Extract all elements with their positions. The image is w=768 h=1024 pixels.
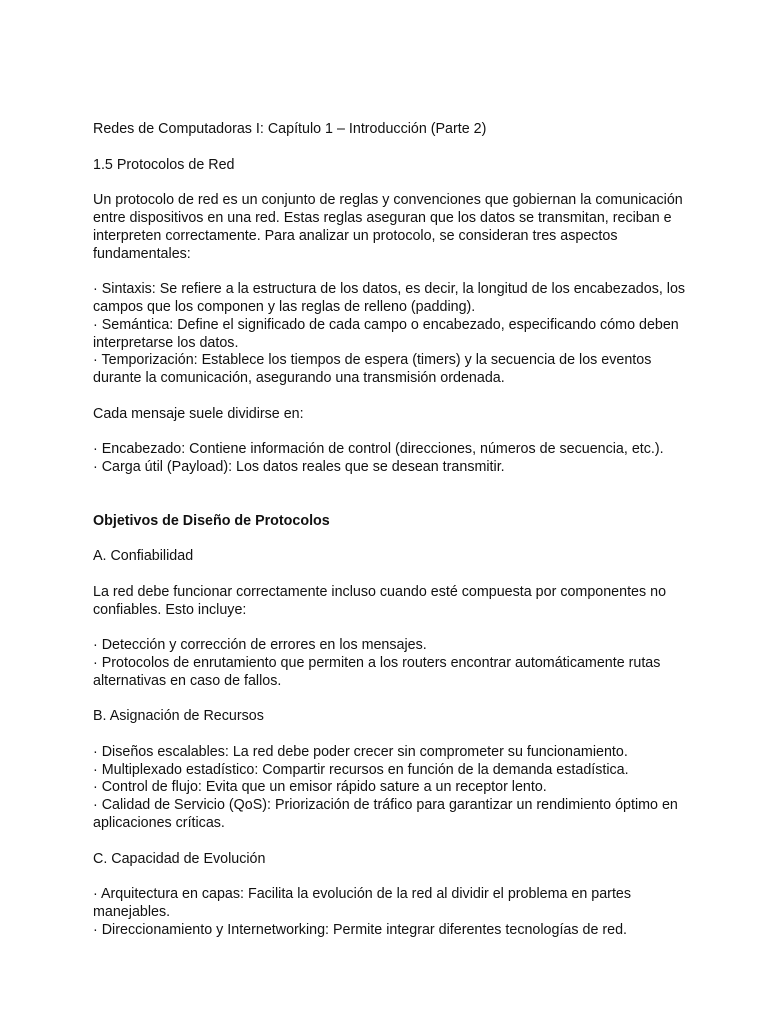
list-item-qos: · Calidad de Servicio (QoS): Priorización de tráfico para garantizar un rendimiento óptimo en aplicaciones críticas. xyxy=(93,797,678,832)
message-intro-paragraph: Cada mensaje suele dividirse en: xyxy=(93,405,304,422)
list-item-multiplexing: · Multiplexado estadístico: Compartir recursos en función de la demanda estadística. xyxy=(93,761,629,778)
subheading-reliability: A. Confiabilidad xyxy=(93,548,194,565)
document-page xyxy=(93,121,693,940)
document-title: Redes de Computadoras I: Capítulo 1 – Introducción (Parte 2) xyxy=(93,121,487,137)
list-item-flow-control: · Control de flujo: Evita que un emisor rápido sature a un receptor lento. xyxy=(93,779,547,796)
section-heading-design-objectives: Objetivos de Diseño de Protocolos xyxy=(93,512,330,529)
section-heading-protocols: 1.5 Protocolos de Red xyxy=(93,156,235,173)
list-item-scalable: · Diseños escalables: La red debe poder crecer sin comprometer su funcionamiento. xyxy=(93,743,628,760)
list-item-addressing: · Direccionamiento y Internetworking: Permite integrar diferentes tecnologías de red. xyxy=(93,921,628,938)
list-item-routing: · Protocolos de enrutamiento que permiten a los routers encontrar automáticamente rutas alternativas en caso de fallos. xyxy=(93,654,661,689)
list-item-payload: · Carga útil (Payload): Los datos reales que se desean transmitir. xyxy=(93,459,505,476)
subheading-evolution: C. Capacidad de Evolución xyxy=(93,850,266,867)
list-item-timing: · Temporización: Establece los tiempos de espera (timers) y la secuencia de los eventos durante la comunicación, asegurando una transmisión ordenada. xyxy=(93,352,652,387)
protocols-intro-paragraph: Un protocolo de red es un conjunto de reglas y convenciones que gobiernan la comunicación entre dispositivos en una red. Estas reglas aseguran que los datos se transmitan, reciban e interpreten correctamente. Para analizar un protocolo, se consideran tres aspectos fundamentales: xyxy=(93,192,683,262)
reliability-intro-paragraph: La red debe funcionar correctamente incluso cuando esté compuesta por componentes no confiables. Esto incluye: xyxy=(93,583,667,618)
list-item-layered-architecture: · Arquitectura en capas: Facilita la evolución de la red al dividir el problema en partes manejables. xyxy=(93,886,632,921)
subheading-resources: B. Asignación de Recursos xyxy=(93,708,264,725)
list-item-syntax: · Sintaxis: Se refiere a la estructura de los datos, es decir, la longitud de los encabezados, los campos que los componen y las reglas de relleno (padding). xyxy=(93,281,686,315)
list-item-header: · Encabezado: Contiene información de control (direcciones, números de secuencia, etc.). xyxy=(93,441,664,458)
list-item-semantics: · Semántica: Define el significado de cada campo o encabezado, especificando cómo deben interpretarse los datos. xyxy=(93,316,679,351)
list-item-error-detection: · Detección y corrección de errores en los mensajes. xyxy=(93,637,427,654)
